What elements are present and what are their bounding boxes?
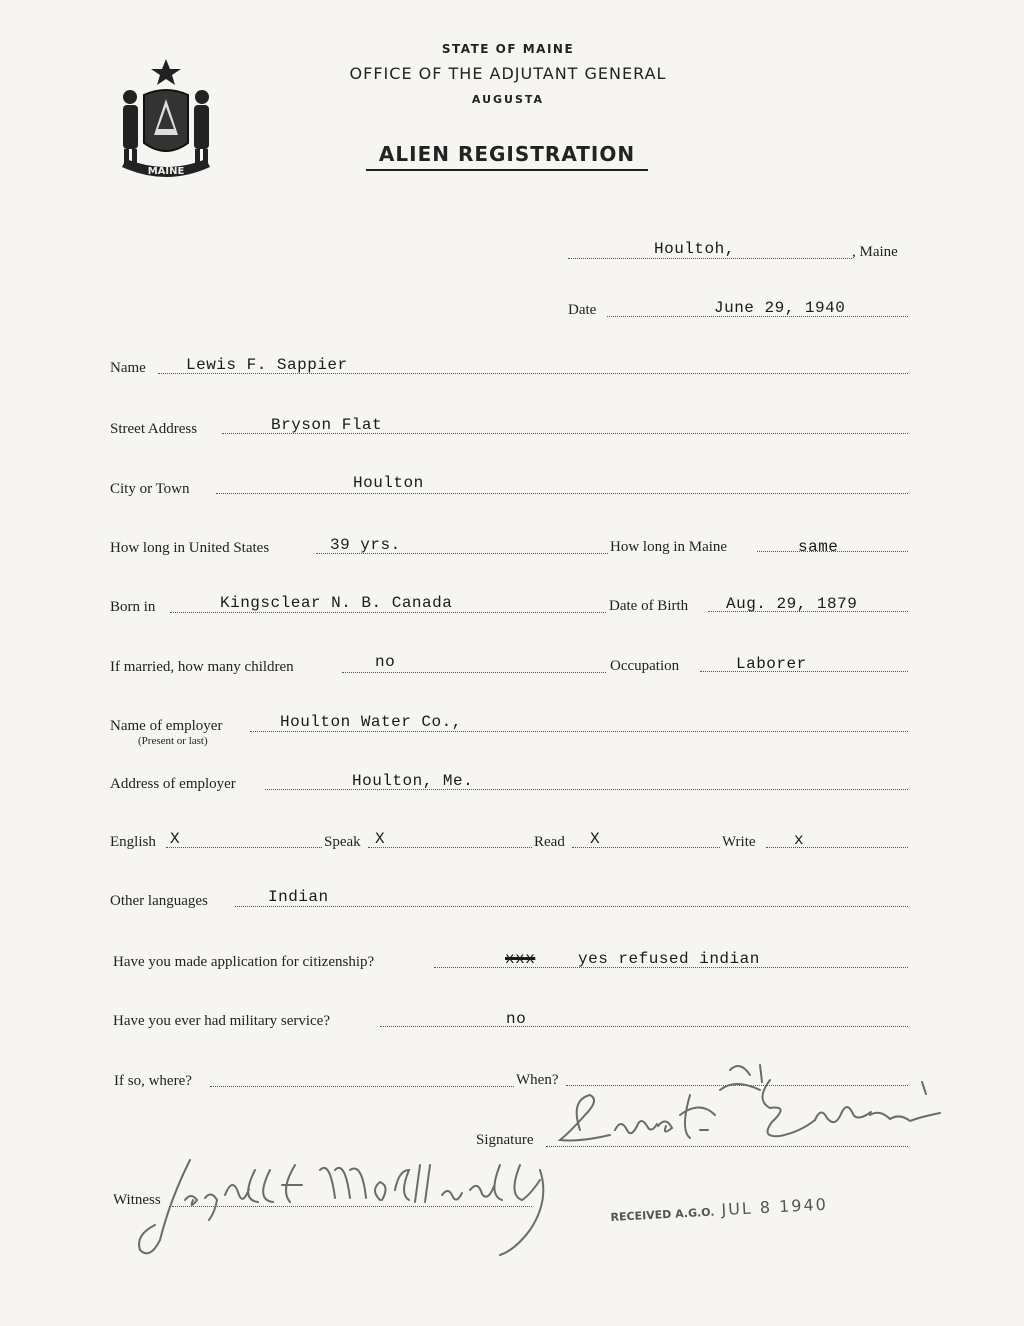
children-label: If married, how many children — [110, 659, 294, 675]
svg-text:MAINE: MAINE — [147, 166, 185, 177]
when-label: When? — [516, 1072, 559, 1088]
dob-value: Aug. 29, 1879 — [726, 595, 858, 613]
header-state: STATE OF MAINE — [441, 42, 575, 56]
location-value: Houltoh, — [654, 240, 735, 258]
english-value: X — [170, 830, 181, 848]
occupation-value: Laborer — [736, 655, 807, 673]
read-value: X — [590, 830, 601, 848]
name-label: Name — [110, 360, 146, 376]
children-line — [342, 672, 606, 673]
citizenship-label: Have you made application for citizenship? — [113, 954, 375, 970]
employer-label: Name of employer — [110, 718, 223, 734]
speak-value: X — [375, 830, 386, 848]
employer-value: Houlton Water Co., — [280, 713, 462, 731]
location-line — [568, 258, 852, 259]
us-duration-label: How long in United States — [110, 540, 270, 556]
witness-signature — [130, 1140, 570, 1270]
header-office: OFFICE OF THE ADJUTANT GENERAL — [349, 64, 667, 83]
military-value: no — [506, 1010, 527, 1028]
handwritten-signature — [540, 1060, 960, 1160]
name-value: Lewis F. Sappier — [186, 356, 348, 374]
us-duration-value: 39 yrs. — [330, 536, 401, 554]
occupation-label: Occupation — [610, 658, 680, 674]
write-line — [766, 847, 908, 848]
header-city: AUGUSTA — [471, 93, 545, 106]
other-languages-line — [235, 906, 908, 907]
english-line — [166, 847, 322, 848]
date-label: Date — [568, 302, 597, 318]
military-label: Have you ever had military service? — [113, 1013, 330, 1029]
read-label: Read — [534, 834, 565, 850]
witness-label: Witness — [113, 1192, 161, 1208]
employer-address-label: Address of employer — [110, 776, 236, 792]
born-line — [170, 612, 606, 613]
city-town-value: Houlton — [353, 474, 424, 492]
signature-label: Signature — [476, 1132, 534, 1148]
speak-line — [368, 847, 532, 848]
maine-duration-value: same — [798, 538, 839, 556]
military-line — [380, 1026, 908, 1027]
write-label: Write — [722, 834, 756, 850]
city-town-line — [216, 493, 908, 494]
maine-duration-label: How long in Maine — [610, 539, 728, 555]
born-label: Born in — [110, 599, 156, 615]
born-value: Kingsclear N. B. Canada — [220, 594, 453, 612]
citizenship-struck-value: xxx — [505, 950, 536, 968]
where-label: If so, where? — [114, 1073, 192, 1089]
english-label: English — [110, 834, 156, 850]
citizenship-value: yes refused indian — [578, 950, 760, 968]
received-stamp-date: JUL 8 1940 — [720, 1194, 829, 1220]
employer-address-value: Houlton, Me. — [352, 772, 474, 790]
city-town-label: City or Town — [110, 481, 190, 497]
speak-label: Speak — [324, 834, 361, 850]
street-value: Bryson Flat — [271, 416, 383, 434]
street-label: Street Address — [110, 421, 198, 437]
received-stamp-text: RECEIVED A.G.O. — [610, 1205, 715, 1224]
employer-sublabel: (Present or last) — [138, 735, 208, 747]
employer-line — [250, 731, 908, 732]
date-value: June 29, 1940 — [714, 299, 846, 317]
other-languages-value: Indian — [268, 888, 329, 906]
other-languages-label: Other languages — [110, 893, 208, 909]
where-line — [210, 1086, 514, 1087]
location-suffix: , Maine — [852, 244, 898, 260]
children-value: no — [375, 653, 396, 671]
dob-label: Date of Birth — [609, 598, 689, 614]
form-title: ALIEN REGISTRATION — [366, 142, 648, 171]
received-stamp — [610, 1195, 828, 1225]
write-value: x — [794, 831, 805, 849]
